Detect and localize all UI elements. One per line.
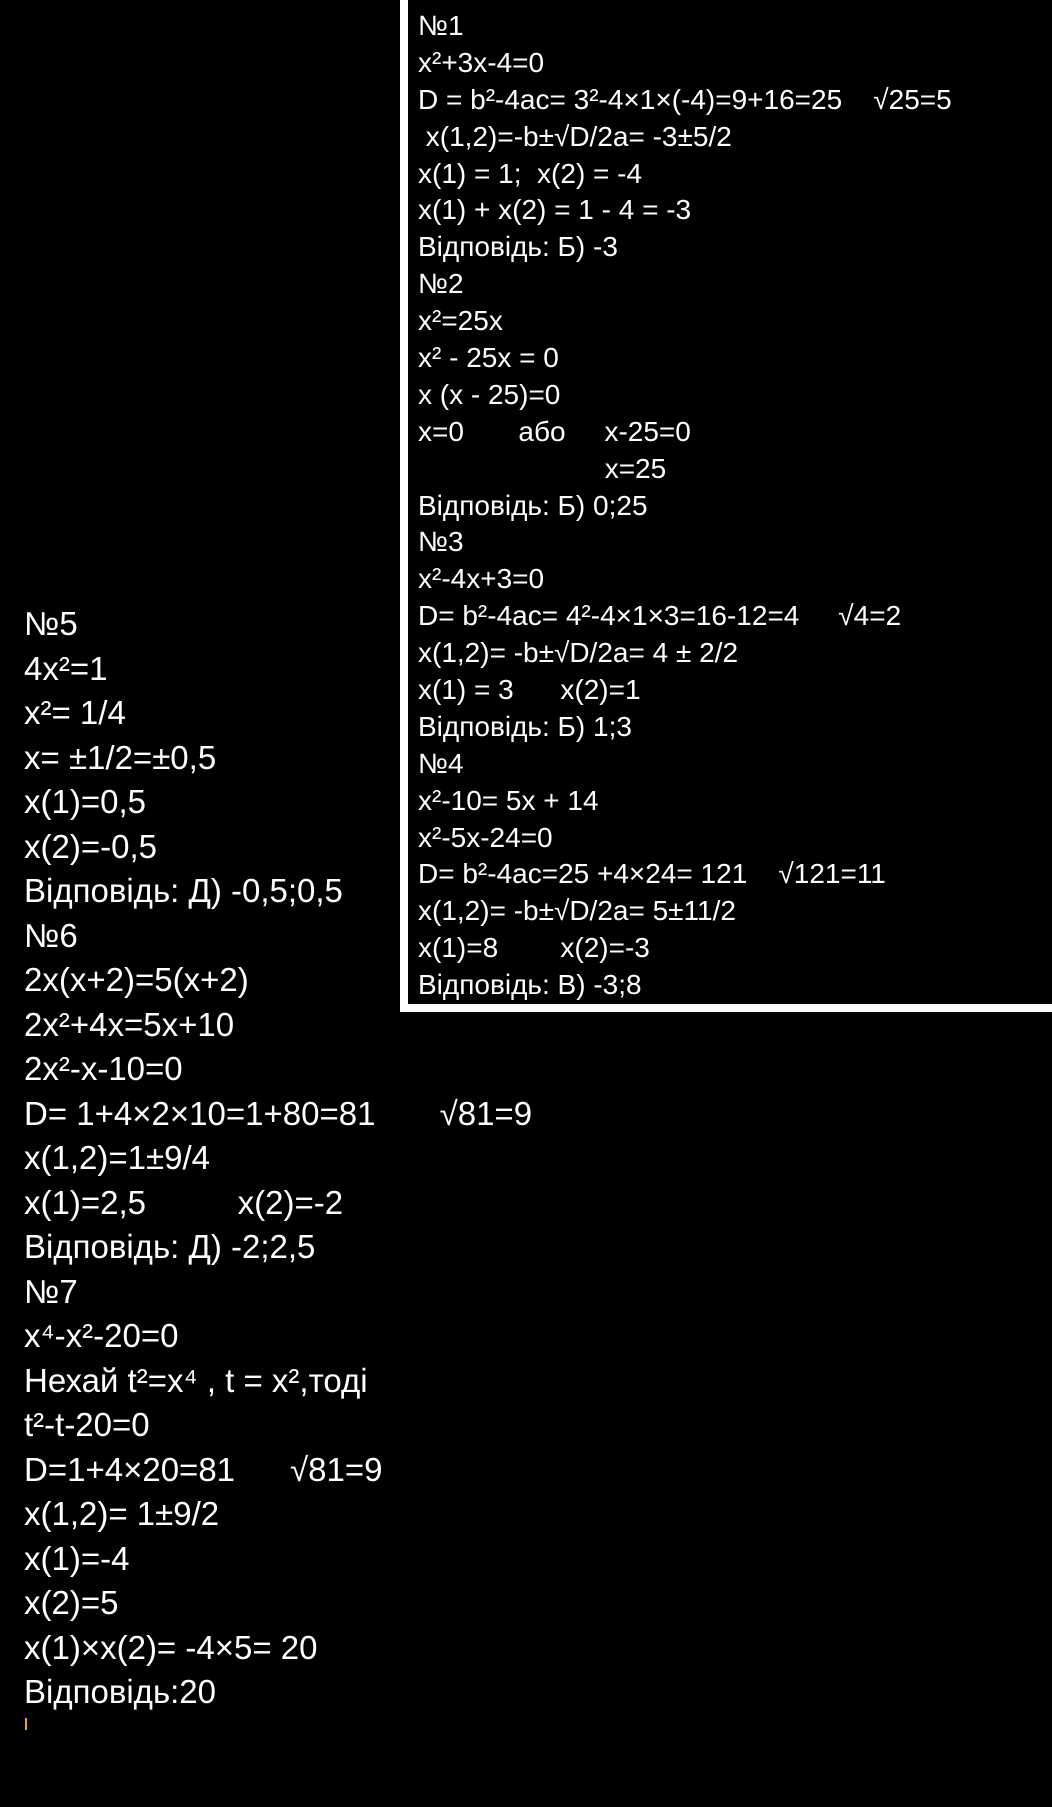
text-line: x (x - 25)=0 bbox=[418, 378, 561, 410]
text-line: Відповідь: Д) -2;2,5 bbox=[24, 1228, 316, 1265]
text-line: Нехай t²=x⁴ , t = x²,тоді bbox=[24, 1361, 368, 1399]
text-line: x= ±1/2=±0,5 bbox=[24, 738, 217, 776]
text-line: x=25 bbox=[418, 452, 667, 484]
text-line: Відповідь:20 bbox=[24, 1673, 217, 1710]
text-line: D= 1+4×2×10=1+80=81 √81=9 bbox=[24, 1094, 533, 1132]
text-line: x² - 25x = 0 bbox=[418, 342, 559, 374]
text-line: x²+3x-4=0 bbox=[418, 46, 545, 78]
text-line: x(1) = 1; x(2) = -4 bbox=[418, 157, 643, 189]
text-line: Відповідь: Б) 1;3 bbox=[418, 710, 632, 742]
text-line: x²= 1/4 bbox=[24, 694, 126, 731]
text-line: 2x²+4x=5x+10 bbox=[24, 1005, 235, 1043]
text-line: Відповідь: Б) 0;25 bbox=[418, 489, 648, 521]
text-line: x²-4x+3=0 bbox=[418, 563, 545, 595]
text-line: x(1)=8 x(2)=-3 bbox=[418, 932, 650, 964]
text-line: x(1)=2,5 x(2)=-2 bbox=[24, 1183, 344, 1221]
text-line: x²=25x bbox=[418, 305, 503, 337]
text-line: x⁴-x²-20=0 bbox=[24, 1317, 179, 1354]
text-line: D = b²-4ac= 3²-4×1×(-4)=9+16=25 √25=5 bbox=[418, 83, 952, 115]
text-line: 2x²-x-10=0 bbox=[24, 1050, 183, 1087]
text-line: x(1)=0,5 bbox=[24, 783, 146, 820]
text-line: x(1,2)= -b±√D/2a= 5±11/2 bbox=[418, 895, 736, 927]
text-line: 2x(x+2)=5(x+2) bbox=[24, 961, 249, 998]
text-line: x(1) = 3 x(2)=1 bbox=[418, 674, 641, 706]
text-line: x²-5x-24=0 bbox=[418, 821, 553, 853]
text-line: x(1,2)= 1±9/2 bbox=[24, 1495, 220, 1532]
text-line: №2 bbox=[418, 268, 464, 300]
text-line: D=1+4×20=81 √81=9 bbox=[24, 1450, 383, 1488]
text-line: x(2)=-0,5 bbox=[24, 827, 157, 865]
text-line: №4 bbox=[418, 747, 464, 779]
text-line: №7 bbox=[24, 1272, 78, 1310]
text-line: D= b²-4ac= 4²-4×1×3=16-12=4 √4=2 bbox=[418, 600, 902, 632]
text-line: Відповідь: В) -3;8 bbox=[418, 969, 642, 1001]
text-cursor bbox=[25, 1718, 27, 1730]
text-line: №6 bbox=[24, 916, 78, 954]
text-line: D= b²-4ac=25 +4×24= 121 √121=11 bbox=[418, 858, 886, 890]
text-line: x(1,2)= -b±√D/2a= 4 ± 2/2 bbox=[418, 637, 739, 669]
text-line: x(1) + x(2) = 1 - 4 = -3 bbox=[418, 194, 692, 226]
text-line: t²-t-20=0 bbox=[24, 1406, 150, 1443]
text-line: №3 bbox=[418, 526, 464, 558]
text-line: №1 bbox=[418, 10, 464, 41]
text-line: x²-10= 5x + 14 bbox=[418, 784, 599, 816]
text-line: x(2)=5 bbox=[24, 1584, 119, 1621]
text-line: 4x²=1 bbox=[24, 649, 108, 687]
bottom-solutions-text bbox=[24, 602, 1024, 1715]
text-line: x=0 або x-25=0 bbox=[418, 415, 691, 447]
text-line: Відповідь: Д) -0,5;0,5 bbox=[24, 872, 343, 909]
text-line: x(1,2)=1±9/4 bbox=[24, 1139, 210, 1176]
text-line: x(1,2)=-b±√D/2a= -3±5/2 bbox=[418, 120, 732, 152]
text-line: №5 bbox=[24, 605, 78, 642]
text-line: x(1)×x(2)= -4×5= 20 bbox=[24, 1628, 318, 1666]
text-line: x(1)=-4 bbox=[24, 1539, 130, 1577]
text-line: Відповідь: Б) -3 bbox=[418, 231, 618, 263]
